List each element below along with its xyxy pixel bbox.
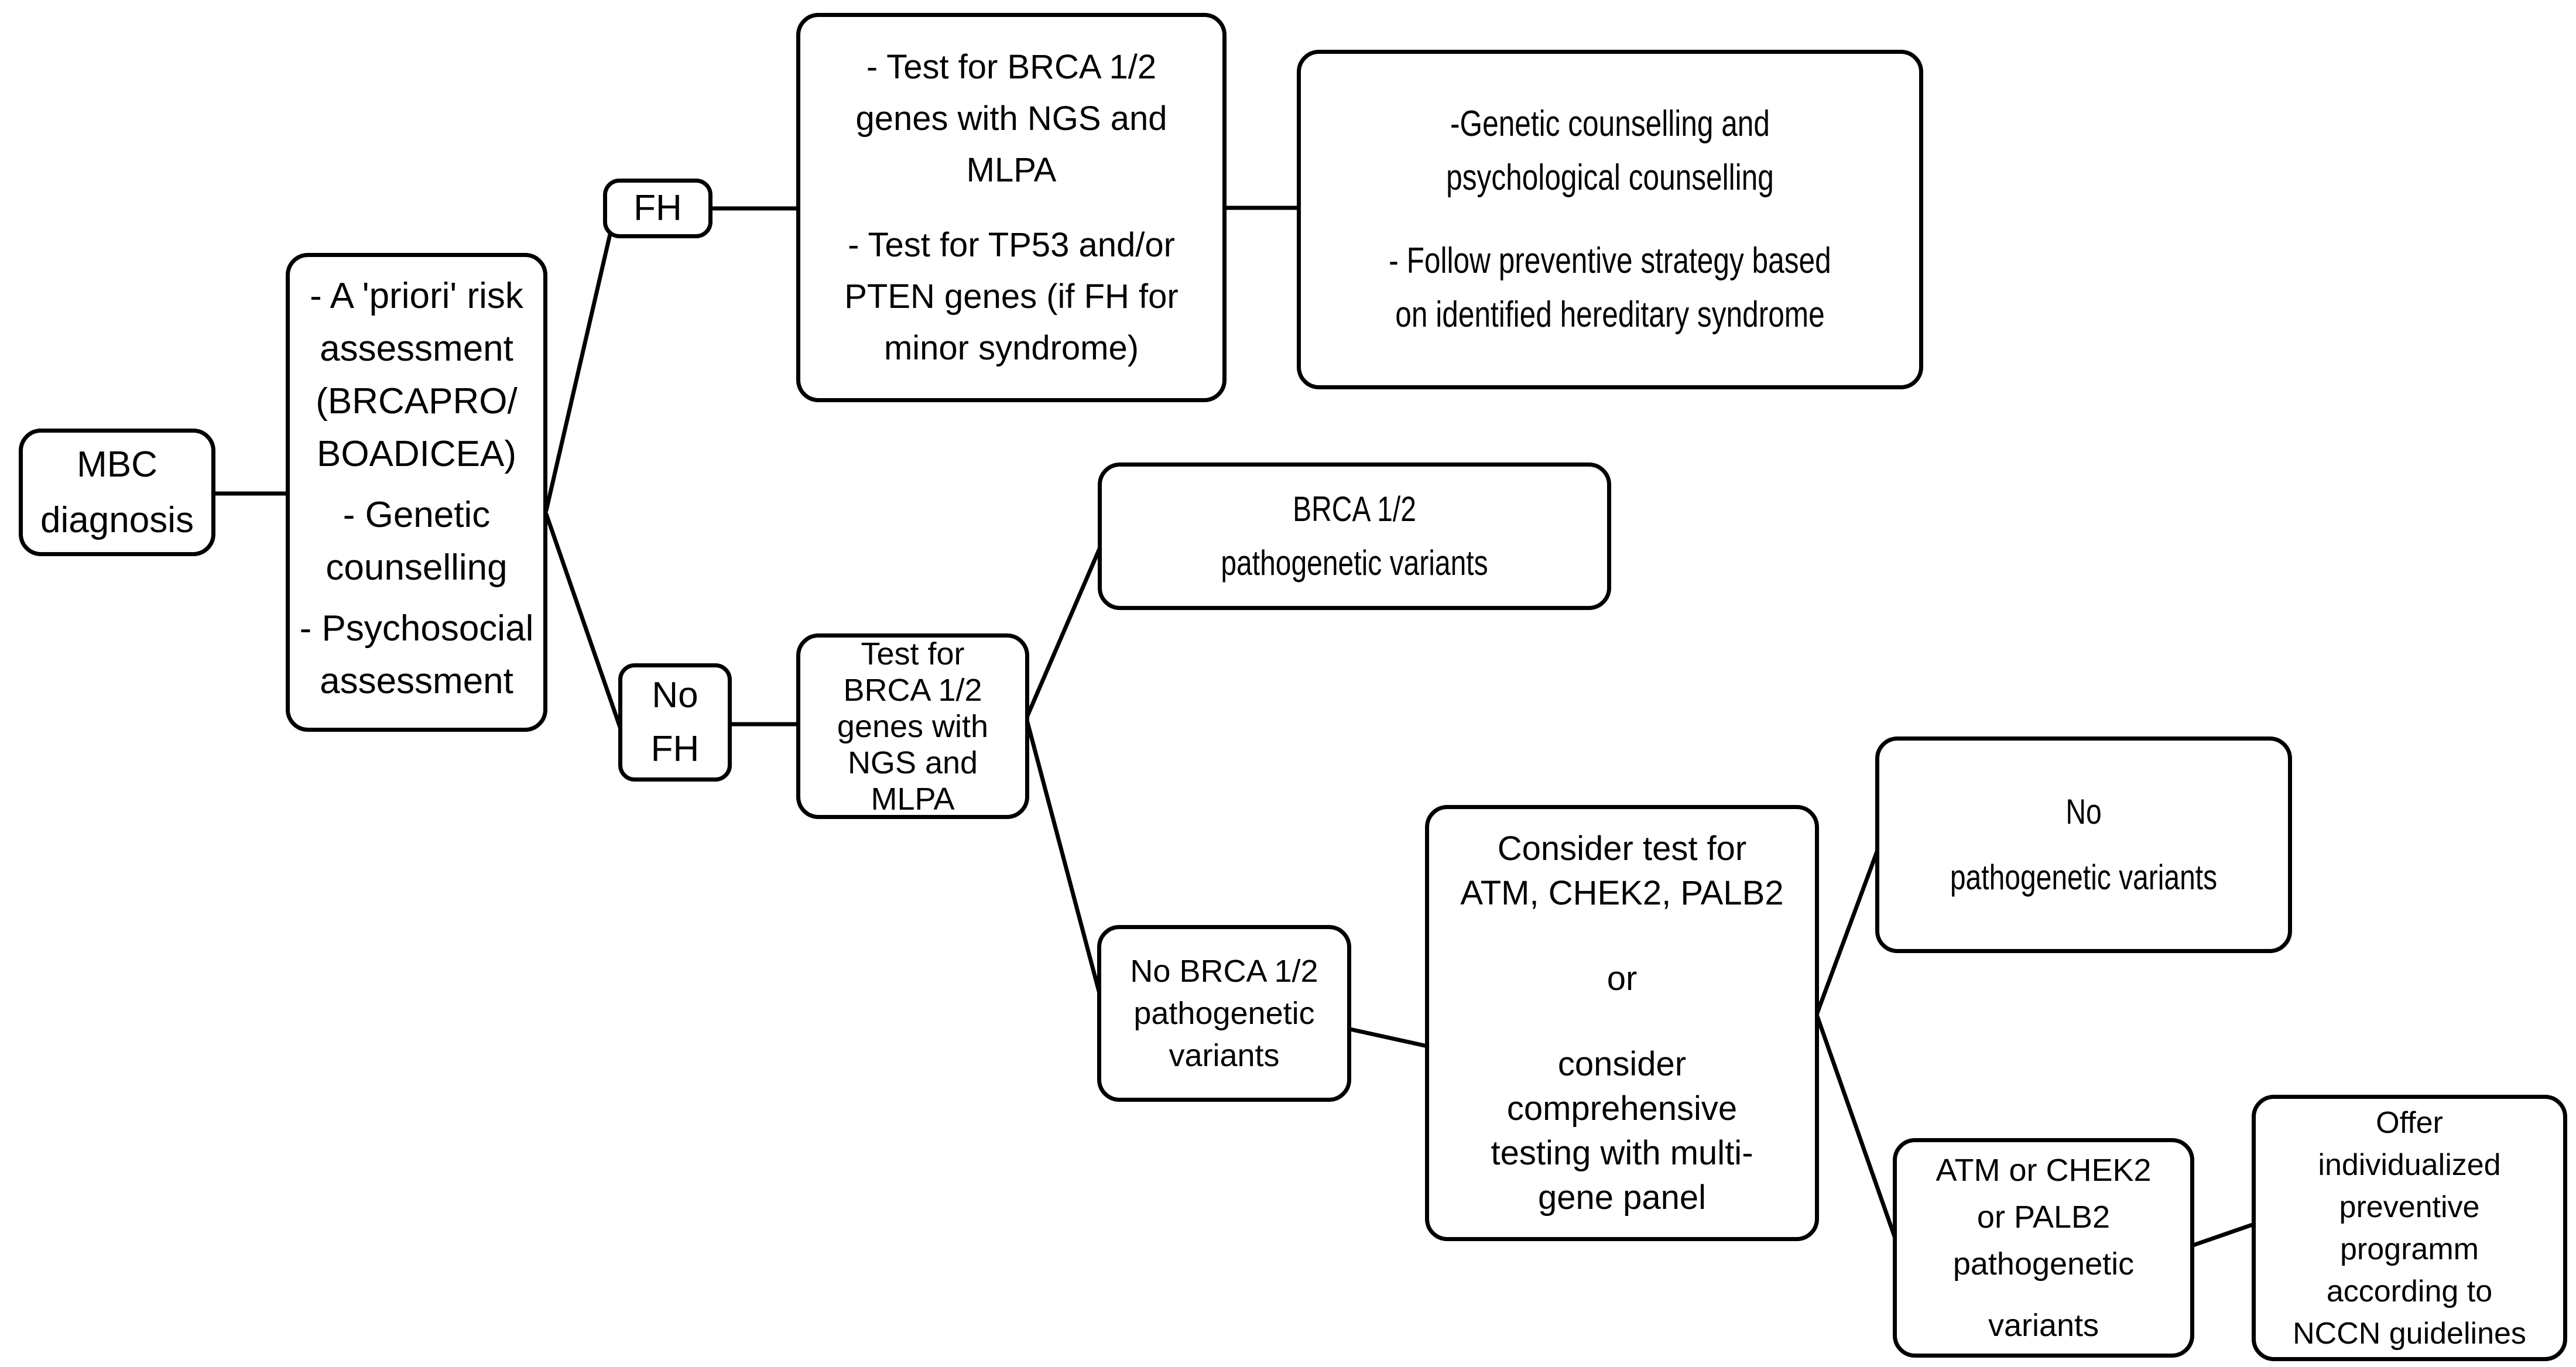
node-line: -Genetic counselling and — [1450, 104, 1770, 144]
node-text — [2256, 1102, 2563, 1355]
node-genetic-psychological-counselling — [1297, 50, 1923, 389]
node-line: pathogenetic variants — [1950, 858, 2218, 897]
node-line: Test for — [861, 636, 965, 671]
node-line: counselling — [326, 547, 508, 588]
connector-test-brca-to-variants — [1027, 547, 1100, 717]
node-line: No — [652, 675, 698, 715]
node-test-brca-ngs-mlpa — [796, 633, 1029, 819]
node-line: Offer — [2376, 1105, 2443, 1140]
node-line: minor syndrome) — [883, 328, 1139, 367]
node-text — [1897, 1147, 2190, 1349]
node-text — [1101, 950, 1347, 1077]
connector-test-brca-to-no-brca — [1027, 720, 1099, 993]
node-line: psychological counselling — [1446, 157, 1774, 198]
connector-atm-to-offer — [2193, 1224, 2254, 1245]
node-text — [1363, 97, 1858, 342]
node-line: FH — [633, 188, 682, 228]
node-offer-preventive-programm — [2252, 1095, 2567, 1361]
connector-consider-to-no-path — [1817, 850, 1878, 1015]
node-line: consider — [1557, 1044, 1687, 1083]
node-line: or PALB2 — [1976, 1200, 2111, 1235]
node-line: Consider test for — [1497, 829, 1747, 868]
node-line: genes with NGS and — [855, 99, 1167, 138]
node-line: - A 'priori' risk — [310, 276, 523, 316]
node-line: - Test for BRCA 1/2 — [866, 47, 1157, 86]
node-test-brca-tp53-pten — [796, 13, 1227, 402]
connector-apriori-to-no-fh — [546, 514, 621, 729]
node-line: MLPA — [871, 781, 955, 817]
node-no-brca-pathogenetic-variants — [1097, 925, 1351, 1102]
node-consider-multigene-testing — [1425, 805, 1819, 1241]
connector-apriori-to-fh — [546, 234, 610, 511]
node-text — [607, 185, 708, 232]
node-no-fh — [618, 663, 732, 782]
node-line: BRCA 1/2 — [843, 672, 982, 708]
node-line: FH — [650, 729, 700, 769]
connector-no-brca-to-consider — [1350, 1029, 1427, 1046]
node-text — [290, 270, 543, 708]
node-line: - Psychosocial — [299, 608, 534, 649]
node-text — [1152, 482, 1556, 590]
node-mbc-diagnosis — [19, 429, 215, 556]
node-line: diagnosis — [40, 500, 194, 540]
node-text — [800, 42, 1222, 374]
node-text — [1429, 827, 1815, 1220]
node-brca-pathogenetic-variants — [1098, 462, 1611, 610]
node-line: on identified hereditary syndrome — [1395, 294, 1825, 335]
node-atm-chek2-palb2-variants — [1893, 1138, 2194, 1358]
node-text — [1920, 785, 2247, 905]
node-line: ATM or CHEK2 — [1936, 1153, 2152, 1188]
node-line: PTEN genes (if FH for — [844, 277, 1179, 316]
node-line: pathogenetic variants — [1221, 543, 1488, 583]
node-line: NCCN guidelines — [2293, 1316, 2526, 1351]
node-line: assessment — [320, 328, 513, 369]
node-line: No — [2065, 792, 2102, 831]
node-line: - Follow preventive strategy based — [1389, 241, 1831, 281]
node-line: programm — [2340, 1232, 2479, 1266]
node-line: testing with multi- — [1491, 1133, 1753, 1172]
node-line: variants — [1988, 1308, 2099, 1343]
node-line: genes with — [837, 708, 989, 744]
connector-consider-to-atm — [1817, 1015, 1895, 1238]
node-line: pathogenetic — [1952, 1246, 2135, 1282]
node-line: individualized — [2318, 1147, 2501, 1182]
node-line: comprehensive — [1506, 1089, 1738, 1128]
node-line: NGS and — [847, 745, 978, 780]
node-text — [622, 669, 728, 776]
node-fh — [603, 179, 712, 238]
node-line: pathogenetic — [1133, 996, 1315, 1031]
node-line: No BRCA 1/2 — [1130, 954, 1318, 989]
node-line: or — [1606, 959, 1638, 998]
node-text — [23, 437, 211, 548]
node-line: (BRCAPRO/ — [316, 381, 518, 422]
node-line: MBC — [77, 444, 157, 485]
node-line: assessment — [320, 661, 513, 701]
node-line: according to — [2326, 1274, 2493, 1308]
node-line: variants — [1169, 1038, 1280, 1073]
node-text — [800, 636, 1025, 817]
node-line: preventive — [2339, 1190, 2480, 1224]
node-line: gene panel — [1537, 1178, 1707, 1217]
node-line: BRCA 1/2 — [1293, 489, 1416, 529]
node-risk-assessment — [286, 253, 547, 732]
node-no-pathogenetic-variants — [1875, 736, 2292, 953]
node-line: ATM, CHEK2, PALB2 — [1460, 873, 1784, 912]
node-line: MLPA — [966, 150, 1057, 189]
node-line: BOADICEA) — [316, 434, 517, 474]
node-line: - Genetic — [342, 495, 491, 535]
node-line: - Test for TP53 and/or — [848, 225, 1175, 264]
